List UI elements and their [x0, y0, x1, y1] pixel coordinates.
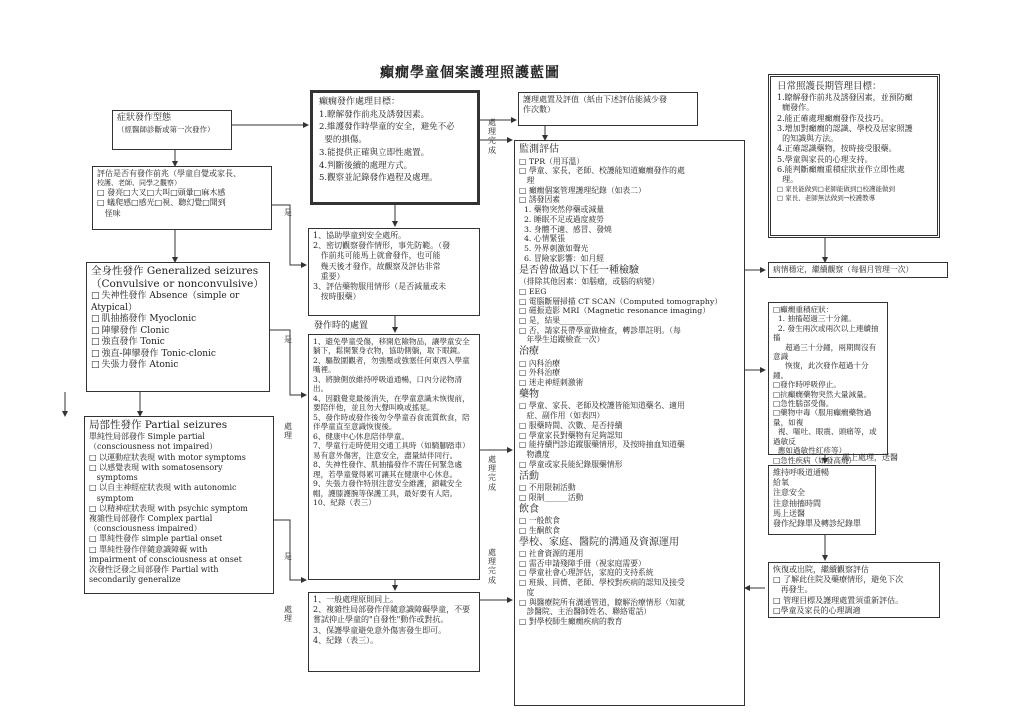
- eval-line: 物濃度: [519, 450, 550, 460]
- goal-item: 2.維護發作時學童的安全，避免不必: [319, 122, 455, 133]
- done-label: 處理完成: [488, 118, 496, 155]
- generalized-item: □ 陣攣發作 Clonic: [91, 326, 265, 338]
- generalized-item: □ 失神性發作 Absence（simple or Atypical）: [91, 291, 265, 314]
- measure-line: 1、協助學童到安全處所。: [313, 231, 407, 240]
- eval-section-head: 藥物: [519, 388, 539, 400]
- longterm-item: □ 家長能做到□老師能做到□校護能做到: [777, 185, 895, 194]
- eval-line: □ 與醫療院所有溝通管道，瞭解治療情形（知就: [519, 597, 685, 607]
- during-step: 5、發作時或發作後勿令學童吞食流質飲食，陪伴學童直至意識恢復後。: [313, 412, 470, 432]
- measure-line: 3、評估藥物服用情形（是否減量或未: [313, 282, 447, 292]
- seizure-goals-box: [310, 90, 480, 205]
- eval-line: □ 班級、同儕、老師、學校對疾病的認知及接受: [519, 578, 685, 588]
- during-label: 發作時的處置: [314, 321, 369, 331]
- eval-line: □ 不用限制活動: [519, 483, 576, 493]
- status-line: 恢復，此次發作超過十分鐘。: [773, 361, 869, 380]
- partial-line: 單純性局部發作 Simple partial: [89, 432, 205, 442]
- longterm-goals-box: [768, 74, 940, 238]
- eval-section-head: 是否曾做過以下任一種檢驗: [519, 264, 639, 276]
- handle-label: 處理: [284, 605, 292, 624]
- partial-line: secondarily generalize: [89, 575, 181, 585]
- symptom-title: 症狀發作型態: [117, 113, 172, 123]
- during-step: 2、驅散圍觀者，勿強壓或強塞任何東西入學童嘴裡。: [313, 355, 470, 375]
- longterm-title: 日常照護長期管理目標：: [777, 81, 882, 92]
- done-label: 處理完成: [488, 455, 496, 492]
- prodrome-box: [92, 166, 272, 230]
- eval-line: 3. 身體不適、感冒、發燒: [519, 224, 612, 234]
- generalized-item: □ 失張力發作 Atonic: [91, 360, 265, 372]
- during-step: 6、健康中心休息陪伴學童。: [313, 431, 409, 441]
- yes-label: 是: [284, 208, 292, 217]
- emergency-item: 馬上送醫: [773, 508, 805, 518]
- eval-line: （排除其他因素：如腦瘤，或腦的病變）: [519, 277, 660, 287]
- generalized-item: □ 強直發作 Tonic: [91, 337, 265, 349]
- status-line: 超過三十分鐘，兩期間沒有意識: [773, 342, 877, 362]
- eval-line: □ 生酮飲食: [519, 525, 561, 535]
- eval-line: □ 一般飲食: [519, 516, 561, 526]
- eval-line: 4. 心情緊張: [519, 234, 566, 244]
- prodrome-line: □ 蟻爬感□感光□視、聽幻覺□聞到: [97, 198, 226, 208]
- eval-line: 5. 外界刺激如聲光: [519, 244, 589, 254]
- during-step: 7、學童行走時使用交通工具時（如騎腳踏車）易有意外傷害，注意安全，盡量結伴同行。: [313, 441, 470, 460]
- status-line: □藥物中毒（服用癲癇藥物過量，如複: [773, 408, 872, 427]
- during-step: 8、失神性發作、肌抽搐發作不需任何緊急處理，若學童覺得累可讓其在健康中心休息。: [313, 460, 463, 479]
- yes-label: 是: [284, 335, 292, 344]
- eval-line: 症、副作用（如表四）: [519, 411, 605, 421]
- eval-line: □ 社會資源的運用: [519, 549, 584, 558]
- eval-line: □ 學童或家長能紀錄服藥情形: [519, 459, 623, 469]
- partial-line: □ 以感覺表現 with somatosensory: [89, 462, 223, 472]
- generalized-box: [86, 262, 270, 392]
- eval-line: 2. 睡眠不足或過度疲勞: [519, 214, 605, 224]
- discharge-line: □學童及家長的心理調適: [773, 605, 861, 615]
- eval-line: □ 學童社會心理評估，家庭的支持系統: [519, 568, 654, 578]
- eval-line: □ 電腦斷層掃描 CT SCAN（Computed tomography）: [519, 296, 723, 306]
- eval-section-head: 學校、家庭、醫院的溝通及資源運用: [519, 536, 679, 548]
- generalized-title: 全身性發作 Generalized seizures: [91, 265, 259, 277]
- longterm-item: 4.正確認識藥物，按時接受服藥。: [777, 144, 897, 154]
- longterm-item: 理。: [777, 175, 799, 185]
- eval-section-head: 活動: [519, 470, 539, 482]
- longterm-item: 的知識與方法。: [777, 134, 839, 144]
- discharge-line: □ 管理目標及護理處置須重新評估。: [773, 595, 904, 605]
- status-line: □癲癇重積症狀：: [773, 305, 834, 314]
- partial-line: □ 單純性發作伴隨意識障礙 with: [89, 544, 208, 554]
- eval-line: 年學生追蹤檢查一次）: [519, 335, 605, 345]
- partial-measures-box: [308, 592, 480, 672]
- status-line: 視、嘔吐、眼震、頭痛等，或過敏反: [773, 427, 877, 446]
- discharge-box: [768, 562, 940, 618]
- eval-line: □ 誘發因素: [519, 195, 561, 205]
- measure-line: 按時服藥）: [313, 292, 361, 302]
- done-label: 處理完成: [488, 548, 496, 585]
- eval-line: □ 服藥時間、次數、是否持續: [519, 420, 623, 430]
- eval-section-head: 飲食: [519, 503, 539, 515]
- partial-line: impairment of consciousness at onset: [89, 554, 242, 564]
- symptom-subtitle: （經醫師診斷或第一次發作）: [117, 124, 215, 134]
- measure-line: 作前兆可能馬上就會發作，也可能: [313, 251, 441, 261]
- eval-line: □ TPR（用耳溫）: [519, 156, 585, 166]
- longterm-item: 3.增加對癲癇的認識、學校及居家照護: [777, 123, 913, 133]
- partial-line: symptoms: [89, 473, 138, 483]
- discharge-line: 恢復或出院，繼續觀察評估: [773, 565, 869, 574]
- goal-item: 3.能提供正確與立即性處置。: [319, 147, 430, 158]
- eval-line: □ 學童、家長、老師及校護皆能知道藥名、適用: [519, 401, 685, 411]
- eval-header-line: 作次數）: [523, 105, 555, 115]
- goal-item: 要的損傷。: [319, 135, 367, 146]
- discharge-line: 再發生。: [773, 585, 813, 595]
- evaluation-box: [514, 140, 745, 706]
- prodrome-line: □ 發亮□大叉□大叫□頭暈□麻木感: [97, 188, 226, 198]
- eval-line: 診醫院、主治醫師姓名、聯絡電話）: [519, 607, 652, 617]
- longterm-item: 1.瞭解發作前兆及誘發因素，並預防癲: [777, 93, 913, 103]
- status-line: 2. 發生兩次或兩次以上連續抽搐: [773, 323, 879, 343]
- page-title: 癲癇學童個案護理照護藍圖: [380, 65, 560, 81]
- emergency-item: 維持呼吸道通暢: [773, 468, 829, 477]
- emergency-item: 給氧: [773, 478, 789, 488]
- prodrome-line: 評估是否有發作前兆（學童自覺或家長、: [97, 169, 241, 178]
- generalized-subtitle: （Convulsive or nonconvulsive）: [91, 278, 264, 291]
- eval-line: □ 能持續門診追蹤服藥情形，及按時抽血知道藥: [519, 440, 685, 450]
- eval-line: 1. 藥物突然停藥或減量: [519, 205, 605, 215]
- longterm-item: □ 家長、老師無法做到→校護教導: [777, 193, 876, 202]
- eval-line: 理: [519, 175, 535, 185]
- partial-line: □ 以精神症狀表現 with psychic symptom: [89, 503, 248, 513]
- generalized-item: □ 強直-陣攣發作 Tonic-clonic: [91, 349, 265, 361]
- measure-line: 幾天後才發作，故觀察及評估非常: [313, 261, 441, 271]
- emergency-box: [768, 465, 876, 535]
- status-line: □發作時呼吸停止。: [773, 380, 841, 390]
- eval-line: □ 對學校師生癲癇疾病的教育: [519, 617, 623, 627]
- during-step: 1、避免學童受傷，移開危險物品，讓學童安全躺下，鬆開緊身衣物，協助側躺，取下眼鏡。: [313, 337, 470, 356]
- symptom-box: [112, 110, 232, 150]
- emergency-item: 發作紀錄單及轉診紀錄單: [773, 519, 861, 529]
- partial-box: [84, 416, 274, 594]
- status-line: □急性疾病（如發高燒）: [773, 455, 857, 465]
- eval-header-box: [518, 92, 698, 126]
- partial-line: （consciousness impaired）: [89, 524, 202, 534]
- measure-line: 重要）: [313, 271, 345, 281]
- eval-line: □ 學童家長對藥物有足夠認知: [519, 430, 623, 440]
- during-step: 9、失張力發作特別注意安全維護，鎖載安全帽，護膝護腕等保護工具，最好要有人陪。: [313, 479, 463, 498]
- measure-line: 2、密切觀察發作情形，事先防範。（發: [313, 241, 451, 251]
- partial-line: □ 以運動症狀表現 with motor symptoms: [89, 452, 246, 462]
- partial-measure: 2、複雜性局部發作伴隨意識障礙學童，不要嘗試抑止學童的"自發性"動作或對抗。: [313, 605, 471, 625]
- yes-label: 是: [284, 552, 292, 561]
- eval-section-head: 治療: [519, 346, 539, 358]
- emergency-item: 注意安全: [773, 488, 805, 498]
- eval-line: □ 迷走神經刺激術: [519, 378, 584, 388]
- longterm-item: 2.能正確處理癲癇發作及技巧。: [777, 113, 889, 123]
- partial-line: （consciousness not impaired）: [89, 442, 218, 452]
- handle-label: 處理: [284, 422, 292, 441]
- eval-section-head: 監測評估: [519, 144, 559, 155]
- discharge-line: □ 了解此住院及藥療情形，避免下次: [773, 575, 904, 585]
- goal-item: 4.判斷後續的處理方式。: [319, 160, 413, 171]
- longterm-item: 5.學童與家長的心理支持。: [777, 154, 873, 164]
- prodrome-line: 校護、老師、同學之觀察）: [97, 179, 181, 188]
- eval-line: □ 否，請家長帶學童做檢查，轉診單註明。（每: [519, 325, 681, 335]
- during-step: 4、因戳覺竟最後消失，在學童意識未恢復前，要陪伴他，並且勿大聲叫喚或搖晃。: [313, 393, 470, 413]
- during-step: 10、紀錄（表三）: [313, 498, 376, 508]
- partial-measure: 3、保護學童避免意外傷害發生即可。: [313, 625, 447, 635]
- partial-title: 局部性發作 Partial seizures: [89, 419, 228, 431]
- eval-header-line: 護理處置及評值（紙由下述評估能減少發: [523, 95, 667, 104]
- stable-box: 病情穩定，繼續觀察（每個月管理一次）: [768, 262, 948, 278]
- eval-line: □ EEG: [519, 286, 547, 296]
- partial-line: 複雜性局部發作 Complex partial: [89, 514, 213, 523]
- partial-line: symptom: [89, 493, 134, 503]
- pre-seizure-measures-box: [308, 228, 480, 316]
- status-line: 應如過敏性紅疹等）: [773, 446, 847, 456]
- eval-line: □ 是，結果________: [519, 316, 592, 326]
- goal-item: 1.瞭解發作前兆及誘發因素。: [319, 109, 430, 120]
- during-step: 3、將臉側放維持呼吸道通暢，口內分泌物清出。: [313, 374, 463, 394]
- partial-measure: 1、一般處理原則同上。: [313, 595, 399, 604]
- eval-line: □ 學童、家長、老師、校護能知道癲癇發作的處: [519, 166, 685, 176]
- during-seizure-box: [308, 334, 480, 580]
- goal-item: 5.觀察並記錄發作過程及處理。: [319, 173, 438, 184]
- eval-line: □ 限制______活動: [519, 492, 584, 502]
- longterm-item: 癇發作。: [777, 103, 815, 113]
- longterm-item: 6.能判斷癲癇重積症狀並作立即性處: [777, 164, 905, 174]
- generalized-item: □ 肌抽搐發作 Myoclonic: [91, 314, 265, 326]
- goals-title: 癲癇發作處理目標：: [319, 97, 401, 107]
- emergency-item: 注意抽搐時間: [773, 498, 821, 508]
- eval-line: 度: [519, 587, 535, 597]
- status-line: □急性腦部受傷。: [773, 399, 834, 409]
- eval-line: □ 內科治療: [519, 358, 561, 368]
- status-line: 1. 抽搐超過三十分鐘。: [773, 314, 856, 324]
- eval-line: □ 磁振造影 MRI（Magnetic resonance imaging）: [519, 306, 710, 316]
- eval-line: 6. 冒險家影響：如月經: [519, 253, 605, 263]
- eval-line: □ 需否申請殘障手冊（視家庭需要）: [519, 558, 646, 568]
- eval-line: □ 外科治療: [519, 368, 561, 378]
- prodrome-line: 怪味: [97, 208, 121, 218]
- partial-line: □ 單純性發作 simple partial onset: [89, 534, 223, 544]
- eval-line: □ 癲癇個案管理護理紀錄（如表二）: [519, 185, 646, 195]
- send-hospital-label: 馬上處理，送醫: [842, 453, 898, 462]
- status-line: □抗癲癇藥物突然大量減量。: [773, 389, 872, 399]
- partial-measure: 4、紀錄（表三）。: [313, 635, 379, 645]
- partial-line: □ 以自主神經症狀表現 with autonomic: [89, 483, 237, 493]
- partial-line: 次發性泛發之局部發作 Partial with: [89, 565, 219, 575]
